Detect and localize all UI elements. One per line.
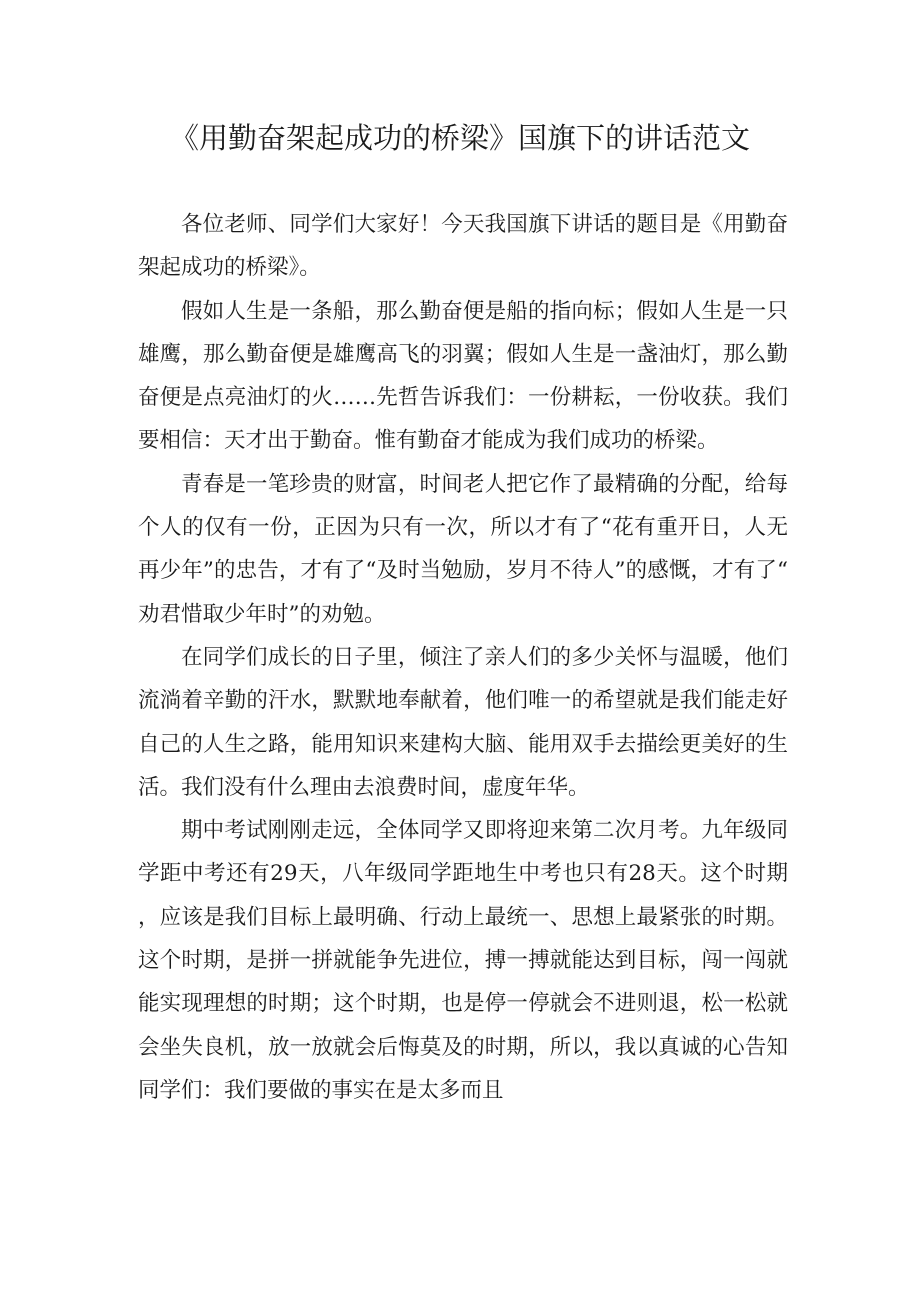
paragraph-youth: 青春是一笔珍贵的财富，时间老人把它作了最精确的分配，给每个人的仅有一份，正因为只有一次，所以才有了“花有重开日，人无再少年”的忠告，才有了“及时当勉励，岁月不待人”的感慨，才有了“劝君惜取少年时”的劝勉。	[138, 471, 788, 627]
paragraph-exams: 期中考试刚刚走远，全体同学又即将迎来第二次月考。九年级同学距中考还有29天，八年级同学距地生中考也只有28天。这个时期，应该是我们目标上最明确、行动上最统一、思想上最紧张的时期。这个时期，是拼一拼就能争先进位，搏一搏就能达到目标，闯一闯就能实现理想的时期；这个时期，也是停一停就会不进则退，松一松就会坐失良机，放一放就会后悔莫及的时期，所以，我以真诚的心告知同学们：我们要做的事实在是太多而且	[138, 818, 788, 1103]
document-body	[138, 203, 788, 1112]
document-title: 《用勤奋架起成功的桥梁》国旗下的讲话范文	[169, 121, 750, 155]
paragraph-greeting: 各位老师、同学们大家好！今天我国旗下讲话的题目是《用勤奋架起成功的桥梁》。	[138, 212, 788, 281]
paragraph-metaphor: 假如人生是一条船，那么勤奋便是船的指向标；假如人生是一只雄鹰，那么勤奋便是雄鹰高飞的羽翼；假如人生是一盏油灯，那么勤奋便是点亮油灯的火……先哲告诉我们：一份耕耘，一份收获。我们要相信：天才出于勤奋。惟有勤奋才能成为我们成功的桥梁。	[138, 298, 788, 454]
paragraph-family: 在同学们成长的日子里，倾注了亲人们的多少关怀与温暖，他们流淌着辛勤的汗水，默默地奉献着，他们唯一的希望就是我们能走好自己的人生之路，能用知识来建构大脑、能用双手去描绘更美好的生活。我们没有什么理由去浪费时间，虚度年华。	[138, 644, 788, 800]
